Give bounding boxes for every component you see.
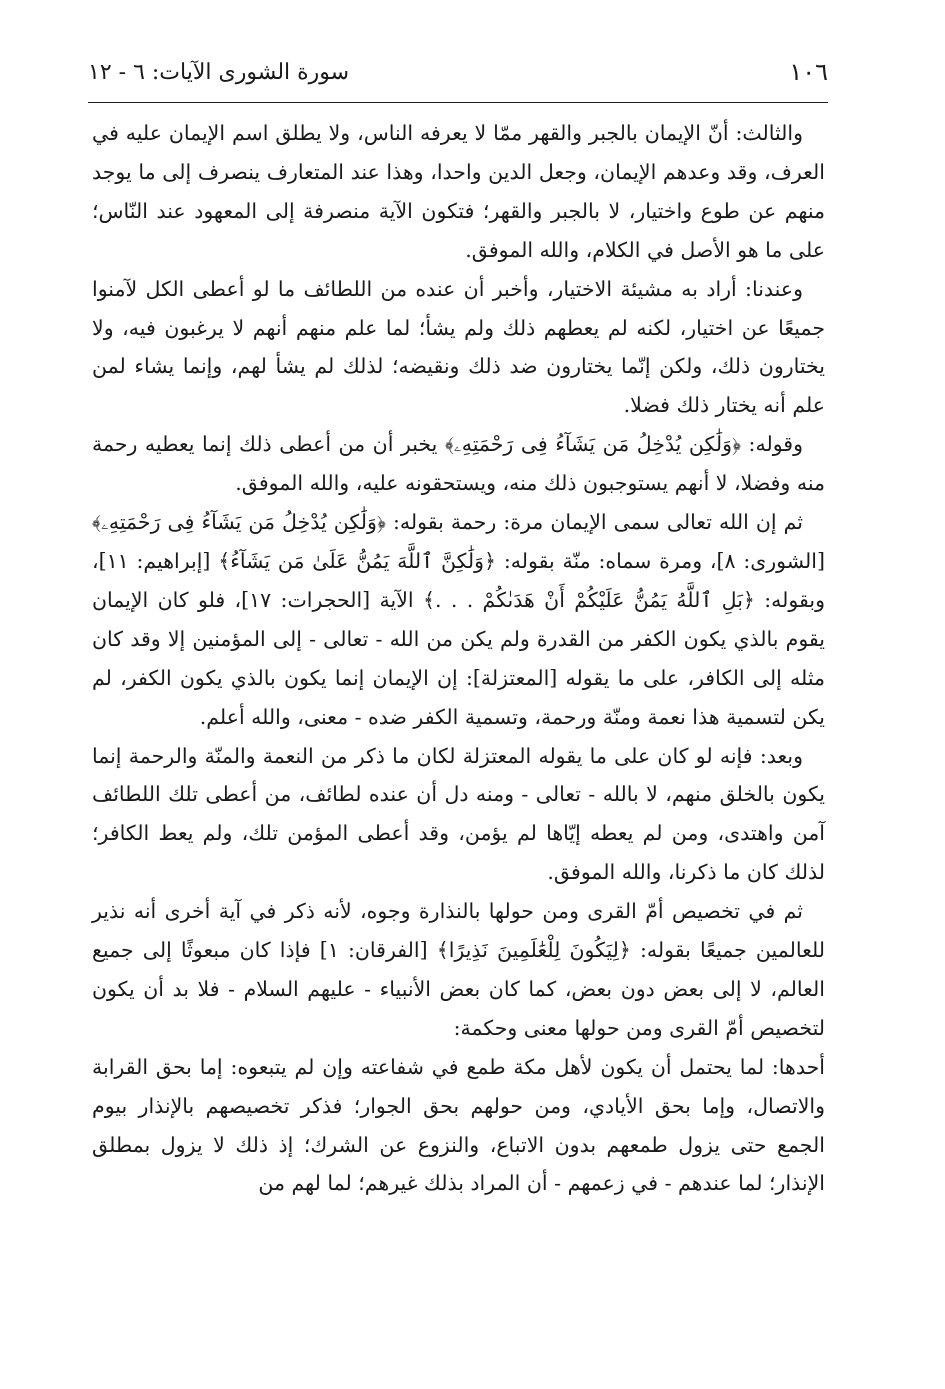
page-body [92, 114, 825, 1203]
paragraph: وقوله: ﴿وَلَٰكِن يُدْخِلُ مَن يَشَآءُ فِى رَحْمَتِهِۦ﴾ يخبر أن من أعطى ذلك إنما يعطيه رحمة منه وفضلا، لا أنهم يستوجبون ذلك منه، ويستحقونه عليه، والله الموفق. [92, 432, 825, 496]
paragraph: ثم في تخصيص أمّ القرى ومن حولها بالنذارة وجوه، لأنه ذكر في آية أخرى أنه نذير للعالمين جميعًا بقوله: ﴿لِيَكُونَ لِلْعَٰلَمِينَ نَذِيرًا﴾ [الفرقان: ١] فإذا كان مبعوثًا إلى جميع العالم، لا إلى بعض دون بعض، كما كان بعض الأنبياء - عليهم السلام - فلا بد أن يكون لتخصيص أمّ القرى ومن حولها معنى وحكمة: [92, 899, 825, 1040]
paragraph: والثالث: أنّ الإيمان بالجبر والقهر ممّا لا يعرفه الناس، ولا يطلق اسم الإيمان عليه في العرف، وقد وعدهم الإيمان، وجعل الدين واحدا، وهذا عند المتعارف ينصرف إلى ما يوجد منهم عن طوع واختيار، لا بالجبر والقهر؛ فتكون الآية منصرفة إلى المعهود عند النّاس؛ على ما هو الأصل في الكلام، والله الموفق. [92, 121, 825, 262]
paragraph: وعندنا: أراد به مشيئة الاختيار، وأخبر أن عنده من اللطائف ما لو أعطى الكل لآمنوا جميعًا عن اختيار، لكنه لم يعطهم ذلك ولم يشأ؛ لما علم منهم أنهم لا يرغبون فيه، ولا يختارون ذلك، ولكن إنّما يختارون ضد ذلك ونقيضه؛ لذلك لم يشأ لهم، وإنما يشاء لمن علم أنه يختار ذلك فضلا. [92, 276, 825, 418]
paragraph: وبعد: فإنه لو كان على ما يقوله المعتزلة لكان ما ذكر من النعمة والمنّة والرحمة إنما يكون بالخلق منهم، لا بالله - تعالى - ومنه دل أن عنده لطائف، من أعطى تلك اللطائف آمن واهتدى، ومن لم يعطه إيّاها لم يؤمن، وقد أعطى المؤمن تلك، ولم يعط الكافر؛ لذلك كان ما ذكرنا، والله الموفق. [92, 743, 825, 885]
page-number: ١٠٦ [789, 58, 828, 86]
running-header [88, 52, 828, 92]
paragraph: ثم إن الله تعالى سمى الإيمان مرة: رحمة بقوله: ﴿وَلَٰكِن يُدْخِلُ مَن يَشَآءُ فِى رَحْمَتِهِۦ﴾ [الشورى: ٨]، ومرة سماه: منّة بقوله: ﴿وَلَٰكِنَّ ٱللَّهَ يَمُنُّ عَلَىٰ مَن يَشَآءُ﴾ [إبراهيم: ١١]، وبقوله: ﴿بَلِ ٱللَّهُ يَمُنُّ عَلَيْكُمْ أَنْ هَدَىٰكُمْ . . .﴾ الآية [الحجرات: ١٧]، فلو كان الإيمان يقوم بالذي يكون الكفر من القدرة ولم يكن من الله - تعالى - إلى المؤمنين إلا وقد كان مثله إلى الكافر، على ما يقوله [المعتزلة]: إن الإيمان إنما يكون بالذي يكون الكفر، لم يكن لتسمية هذا نعمة ومنّة ورحمة، وتسمية الكفر ضده - معنى، والله أعلم. [92, 510, 826, 729]
surah-title: سورة الشورى الآيات: ٦ - ١٢ [88, 60, 350, 85]
header-divider [88, 102, 828, 103]
paragraph: أحدها: لما يحتمل أن يكون لأهل مكة طمع في شفاعته وإن لم يتبعوه: إما بحق القرابة والاتصال، وإما بحق الأيادي، ومن حولهم بحق الجوار؛ فذكر تخصيصهم بالإنذار بيوم الجمع حتى يزول طمعهم بدون الاتباع، والنزوع عن الشرك؛ إذ ذلك لا يزول بمطلق الإنذار؛ لما عندهم - في زعمهم - أن المراد بذلك غيرهم؛ لما لهم من [92, 1054, 825, 1196]
